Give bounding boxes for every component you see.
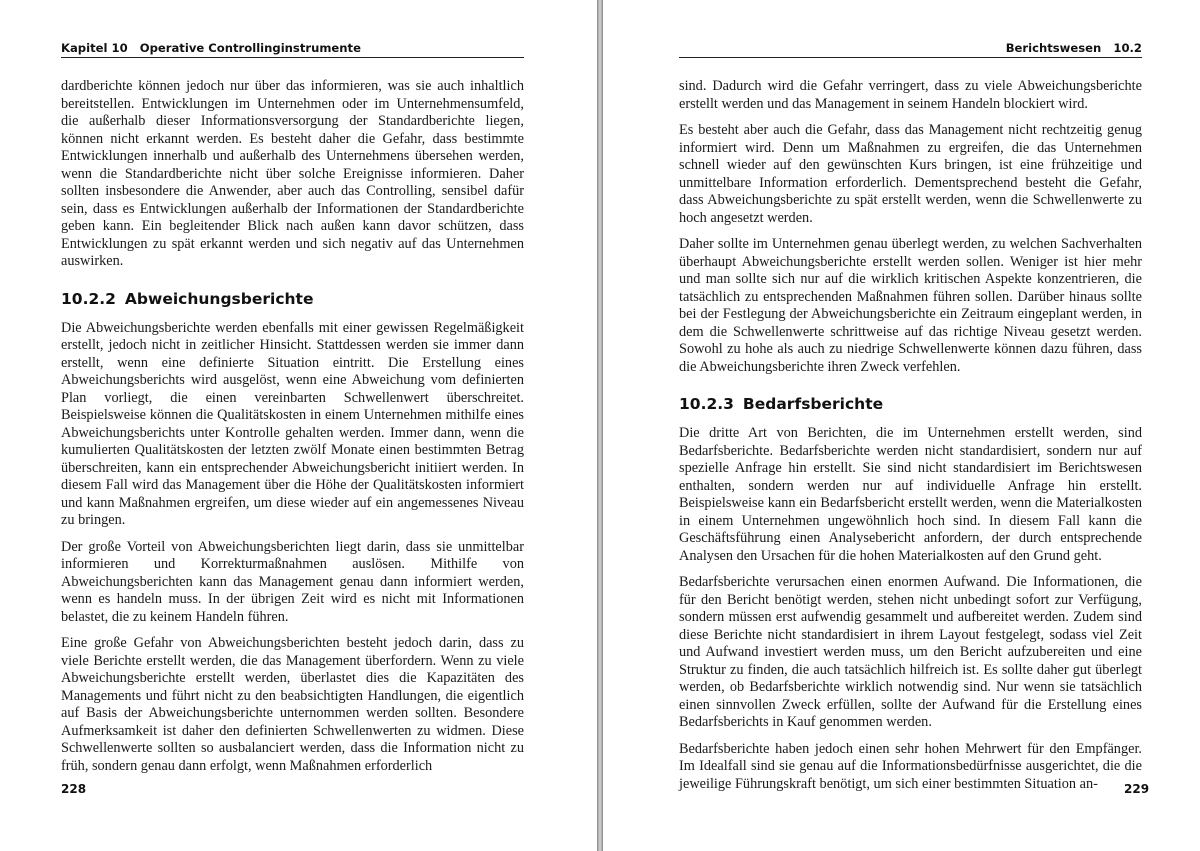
- paragraph: Die dritte Art von Berichten, die im Unternehmen erstellt werden, sind Bedarfsberichte. Bedarfsberichte werden nicht standardisiert, sondern nur auf spezielle Anfrage hin erstellt. Sie sind nicht standardisiert im Berichtswesen enthalten, sondern werden nur auf individuelle Anfrage hin erstellt. Beispielsweise kann ein Bedarfsbericht erstellt werden, wenn die Materialkosten in einem Unternehmen ungewöhnlich hoch sind. In diesem Fall kann die Geschäftsführung einen Analysebericht anfordern, der durch entsprechende Analysen den Ursachen für die hohen Materialkosten auf den Grund geht.: [679, 425, 1142, 564]
- running-head-right: Berichtswesen 10.2: [679, 38, 1142, 58]
- paragraph: Daher sollte im Unternehmen genau überlegt werden, zu welchen Sachverhalten überhaupt Abweichungsberichte erstellt werden sollen. Weniger ist hier mehr und man sollte sich nur auf die wirklich kritischen Aspekte konzentrieren, die tatsächlich zu entsprechenden Maßnahmen führen sollen. Darüber hinaus sollte bei der Festlegung der Abweichungsberichte ein Zeitraum eingeplant werden, in dem die Schwellenwerte schrittweise auf das richtige Niveau gesetzt werden. Sowohl zu hohe als auch zu niedrige Schwellenwerte können dazu führen, dass die Abweichungsberichte ihren Zweck verfehlen.: [679, 236, 1142, 375]
- paragraph: Es besteht aber auch die Gefahr, dass das Management nicht rechtzeitig genug informiert wird. Denn um Maßnahmen zu ergreifen, die das Unternehmen schnell wieder auf den gewünschten Kurs bringen, ist eine frühzeitige und unmittelbare Information erforderlich. Dementsprechend besteht die Gefahr, dass Abweichungsberichte zu spät erstellt werden, wenn die Schwellenwerte zu hoch angesetzt werden.: [679, 122, 1142, 226]
- text-column-right: [679, 78, 1142, 802]
- right-page: [603, 0, 1200, 851]
- section-heading-abweichungsberichte: [61, 289, 524, 309]
- section-title: Abweichungsberichte: [124, 289, 314, 308]
- paragraph: dardberichte können jedoch nur über das informieren, was sie auch inhaltlich bereitstellen. Entwicklungen im Unternehmen oder im Unternehmensumfeld, die außerhalb dieser Informationsversorgung der Standardberichte liegen, können nicht erkannt werden. Es besteht daher die Gefahr, dass bestimmte Entwicklungen innerhalb und außerhalb des Unternehmens übersehen werden, wenn die Standardberichte nicht über solche Ereignisse informieren. Daher sollten insbesondere die Anwender, aber auch das Controlling, sensibel dafür sein, dass es Entwicklungen außerhalb der Informationen der Standardberichte geben kann. Ein begleitender Blick nach außen kann davor schützen, dass Entwicklungen zu spät erkannt werden und sich negativ auf das Unternehmen auswirken.: [61, 78, 524, 269]
- text-column-left: [61, 78, 524, 784]
- left-page: [0, 0, 597, 851]
- paragraph: Eine große Gefahr von Abweichungsberichten besteht jedoch darin, dass zu viele Berichte erstellt werden, die das Management überfordern. Wenn zu viele Abweichungsberichte erstellt werden, überlastet dies die Kapazitäten des Managements und führt nicht zu den beabsichtigten Handlungen, die eigentlich auf Basis der Abweichungsberichte unternommen werden sollten. Besondere Aufmerksamkeit ist daher den definierten Schwellenwerten zu widmen. Diese Schwellenwerte sollten so ausbalanciert werden, dass die Information nicht zu früh, sondern genau dann erfolgt, wenn Maßnahmen erforderlich: [61, 635, 524, 774]
- page-number-right: 229: [1124, 782, 1150, 796]
- paragraph: Die Abweichungsberichte werden ebenfalls mit einer gewissen Regelmäßigkeit erstellt, jedoch nicht in zeitlicher Hinsicht. Stattdessen werden sie immer dann erstellt, wenn eine definierte Situation eintritt. Die Erstellung eines Abweichungsberichts wird ausgelöst, wenn eine Abweichung vom definierten Plan vorliegt, die einen vereinbarten Schwellenwert überschreitet. Beispielsweise können die Qualitätskosten in einem Unternehmen mithilfe eines Abweichungsberichts unter Kontrolle gehalten werden. Immer dann, wenn die kumulierten Qualitätskosten der letzten zwölf Monate einen bestimmten Betrag überschreiten, kann ein entsprechender Abweichungsbericht initiiert werden. In diesem Fall wird das Management über die Höhe der Qualitätskosten informiert und kann Maßnahmen ergreifen, um diese wieder auf ein angemessenes Niveau zu bringen.: [61, 319, 524, 528]
- paragraph: Bedarfsberichte verursachen einen enormen Aufwand. Die Informationen, die für den Bericht benötigt werden, stehen nicht unbedingt sofort zur Verfügung, sondern müssen erst aufwendig gesammelt und aufbereitet werden. Zudem sind diese Berichte nicht standardisiert in ihrem Layout festgelegt, sodass viel Zeit und Aufwand investiert werden muss, um den Bericht aufzubereiten und eine Struktur zu finden, die auch tatsächlich hilfreich ist. Es sollte daher gut überlegt werden, ob Bedarfsberichte wirklich notwendig sind. Nur wenn sie tatsächlich einen sinnvollen Zweck erfüllen, sollte der Aufwand für die Erstellung eines Bedarfsberichts in Kauf genommen werden.: [679, 574, 1142, 730]
- running-head-left: Kapitel 10 Operative Controllinginstrumente: [61, 38, 524, 58]
- paragraph: Bedarfsberichte haben jedoch einen sehr hohen Mehrwert für den Empfänger. Im Idealfall sind sie genau auf die Informationsbedürfnisse ausgerichtet, die die jeweilige Führungskraft benötigt, um sich einer bestimmten Situation an-: [679, 740, 1142, 792]
- page-number-left: 228: [61, 782, 87, 796]
- section-title: Bedarfsberichte: [742, 395, 884, 413]
- section-number: 10.2.2: [61, 289, 116, 308]
- paragraph: Der große Vorteil von Abweichungsberichten liegt darin, dass sie unmittelbar informieren und Korrekturmaßnahmen auslösen. Mithilfe von Abweichungsberichten kann das Management genau dann informiert werden, wenn es handeln muss. In der übrigen Zeit wird es nicht mit Informationen belastet, die zu keinem Handeln führen.: [61, 538, 524, 625]
- section-number: 10.2.3: [679, 395, 734, 413]
- section-heading-bedarfsberichte: [679, 394, 1142, 414]
- paragraph: sind. Dadurch wird die Gefahr verringert, dass zu viele Abweichungsberichte erstellt werden und das Management in seinem Handeln blockiert wird.: [679, 78, 1142, 112]
